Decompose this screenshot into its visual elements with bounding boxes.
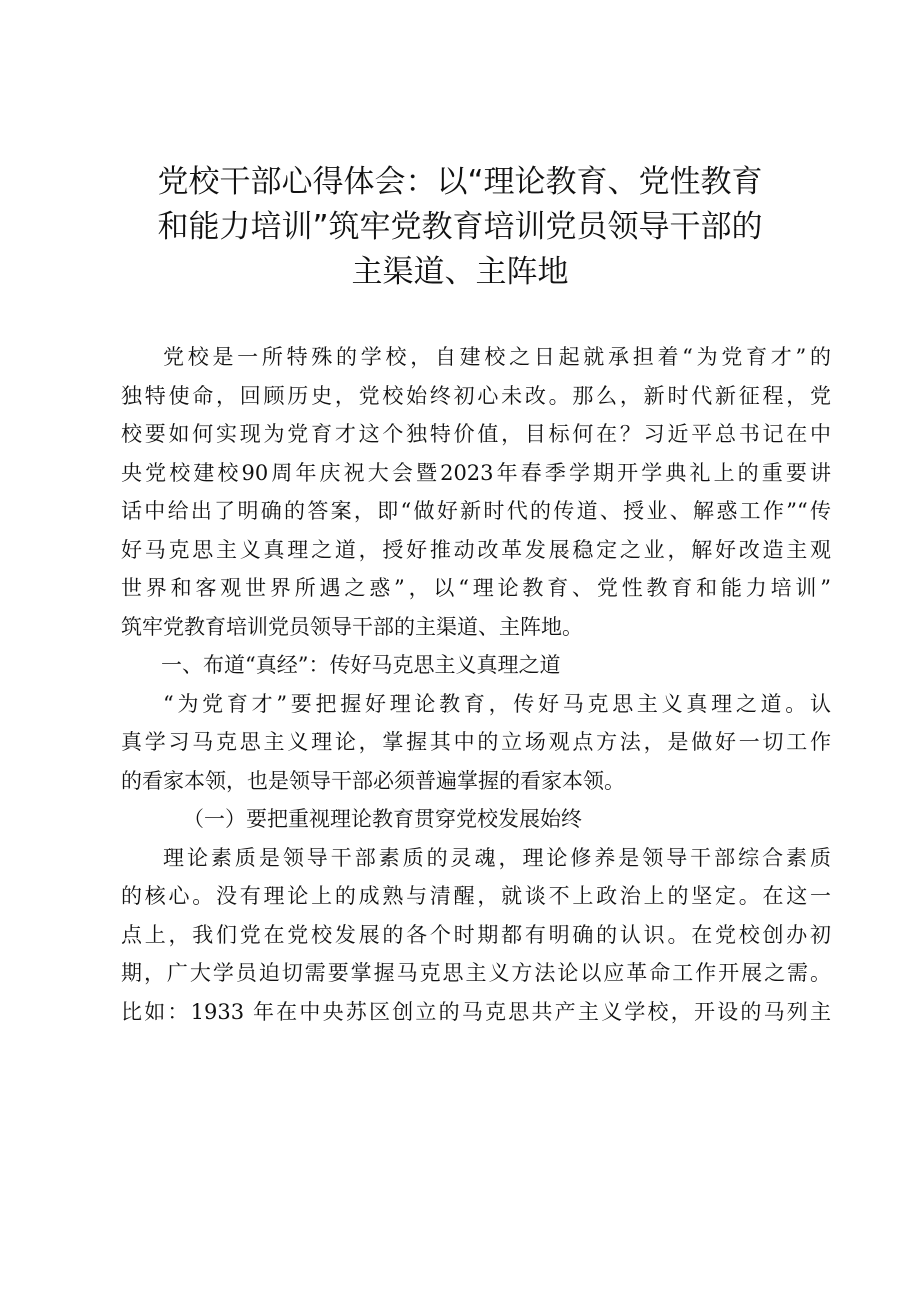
paragraph-1-line: 独特使命，回顾历史，党校始终初心未改。那么，新时代新征程，党 — [121, 383, 831, 408]
document-body — [121, 338, 831, 1031]
paragraph-2-line: 真学习马克思主义理论，掌握其中的立场观点方法，是做好一切工作 — [121, 730, 831, 754]
title-line-1: 党校干部心得体会：以“理论教育、党性教育 — [157, 164, 763, 200]
paragraph-2 — [121, 685, 831, 801]
document-title — [110, 160, 810, 295]
title-line-3: 主渠道、主阵地 — [351, 254, 569, 290]
subsection-heading-1: （一）要把重视理论教育贯穿党校发展始终 — [183, 807, 582, 831]
paragraph-3-line: 比如：1933 年在中央苏区创立的马克思共产主义学校，开设的马列主 — [121, 999, 831, 1024]
paragraph-3-line: 理论素质是领导干部素质的灵魂，理论修养是领导干部综合素质 — [163, 845, 831, 870]
paragraph-1-line: 世界和客观世界所遇之惑”，以“理论教育、党性教育和能力培训” — [121, 576, 831, 600]
paragraph-3-line: 点上，我们党在党校发展的各个时期都有明确的认识。在党校创办初 — [121, 922, 831, 947]
title-line-2: 和能力培训”筑牢党教育培训党员领导干部的 — [157, 209, 763, 245]
paragraph-1-line: 央党校建校90周年庆祝大会暨2023年春季学期开学典礼上的重要讲 — [121, 460, 831, 485]
paragraph-1-line: 党校是一所特殊的学校，自建校之日起就承担着“为党育才”的 — [163, 345, 831, 369]
paragraph-1-line: 话中给出了明确的答案，即“做好新时代的传道、授业、解惑工作”“传 — [121, 499, 831, 523]
paragraph-1-line: 筑牢党教育培训党员领导干部的主渠道、主阵地。 — [121, 614, 583, 639]
paragraph-2-line: 的看家本领，也是领导干部必须普遍掌握的看家本领。 — [121, 768, 625, 793]
section-heading-1: 一、布道“真经”：传好马克思主义真理之道 — [161, 653, 561, 677]
paragraph-1-line: 好马克思主义真理之道，授好推动改革发展稳定之业，解好改造主观 — [121, 537, 831, 562]
paragraph-1-line: 校要如何实现为党育才这个独特价值，目标何在？习近平总书记在中 — [121, 422, 831, 446]
paragraph-3-line: 的核心。没有理论上的成熟与清醒，就谈不上政治上的坚定。在这一 — [121, 884, 831, 908]
paragraph-3-line: 期，广大学员迫切需要掌握马克思主义方法论以应革命工作开展之需。 — [121, 961, 831, 985]
paragraph-3 — [121, 839, 831, 1032]
paragraph-1 — [121, 338, 831, 646]
paragraph-2-line: “为党育才”要把握好理论教育，传好马克思主义真理之道。认 — [163, 691, 831, 716]
